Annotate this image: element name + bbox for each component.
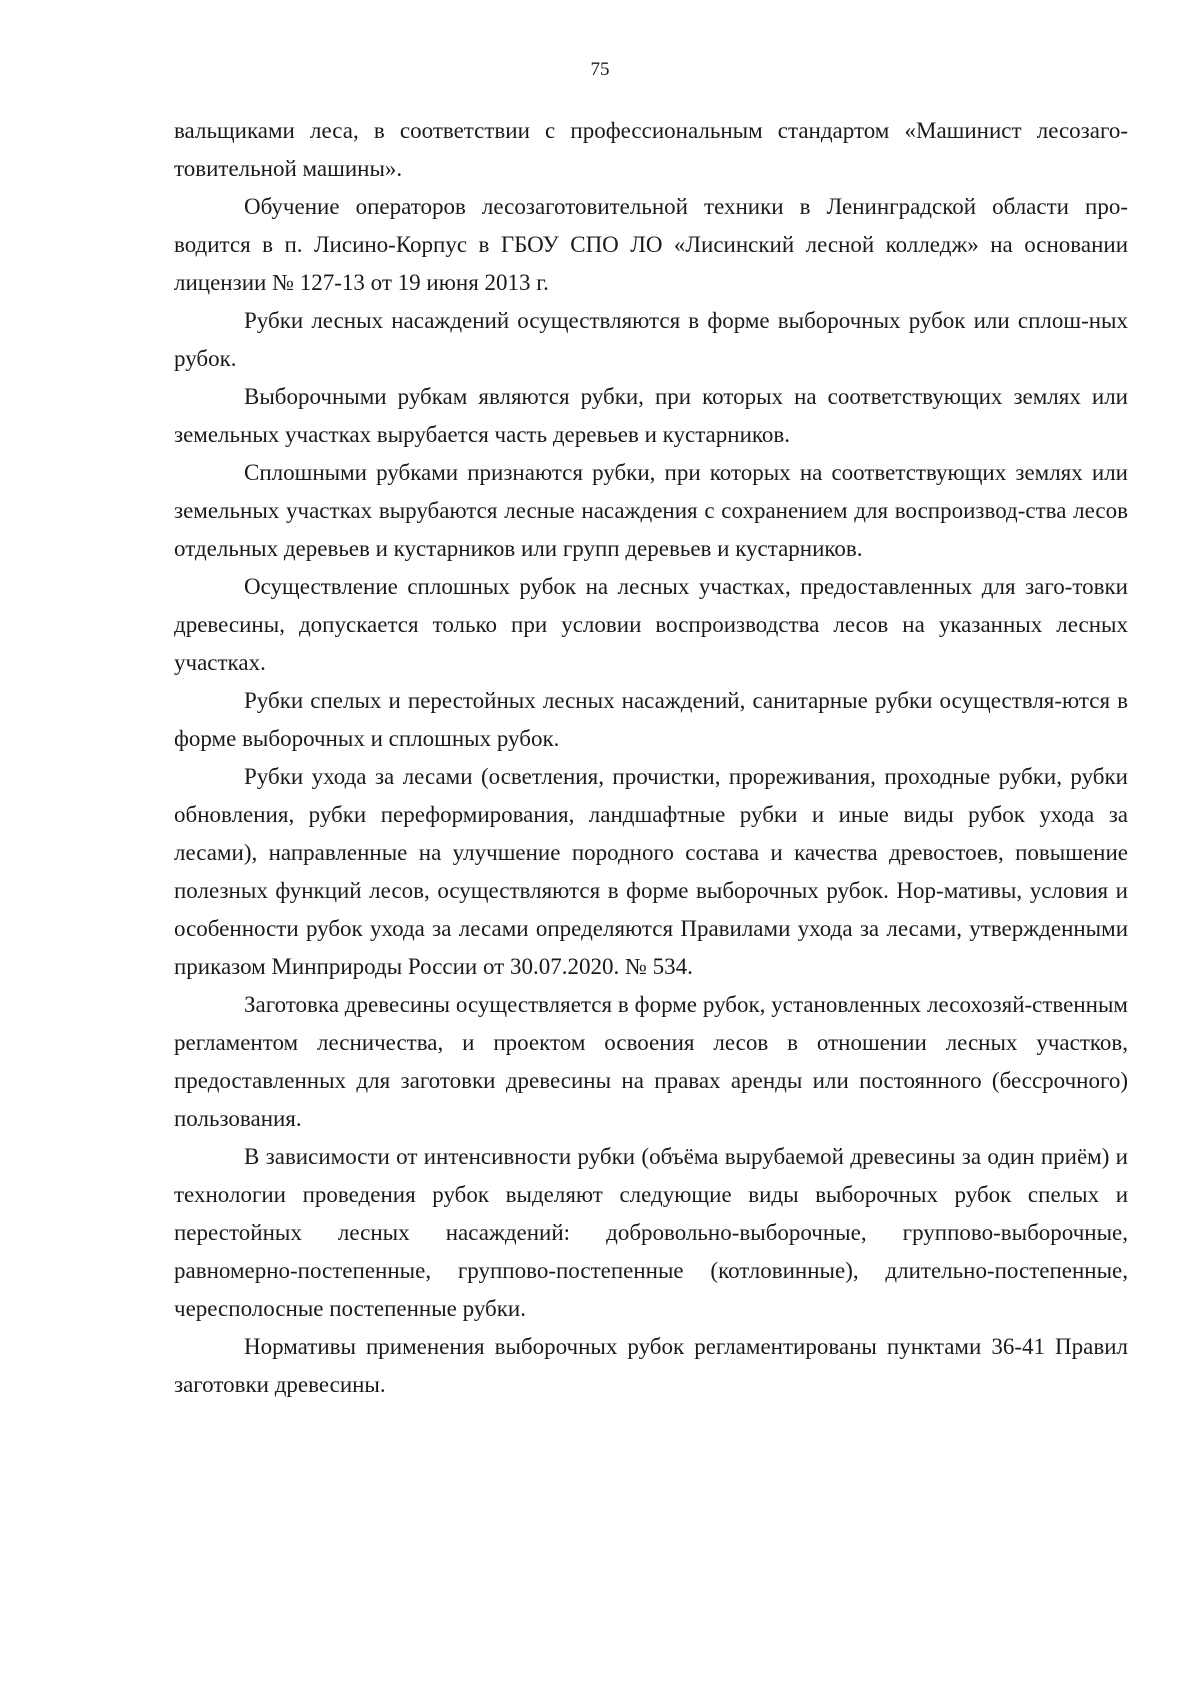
paragraph-operator-training: Обучение операторов лесозаготовительной техники в Ленинградской области про-водится в п. Лисино-Корпус в ГБОУ СПО ЛО «Лисинский лесной колледж» на основании лицензии № 127-13 от 19 июня 2013 г.: [174, 194, 1128, 295]
page-number: 75: [590, 59, 610, 80]
paragraph-clear-cutting: Сплошными рубками признаются рубки, при которых на соответствующих землях или земельных участках вырубаются лесные насаждения с сохранением для воспроизвод-ства лесов отдельных деревьев и кустарников или групп деревьев и кустарников.: [174, 460, 1128, 561]
paragraph-mature-stands: Рубки спелых и перестойных лесных насаждений, санитарные рубки осуществля-ются в форме выборочных и сплошных рубок.: [174, 688, 1128, 751]
paragraph-selective-cutting: Выборочными рубкам являются рубки, при которых на соответствующих землях или земельных участках вырубается часть деревьев и кустарников.: [174, 384, 1128, 447]
paragraph-care-cutting: Рубки ухода за лесами (осветления, прочистки, прореживания, проходные рубки, рубки обновления, рубки переформирования, ландшафтные рубки и иные виды рубок ухода за лесами), направленные на улучшение породного состава и качества древостоев, повышение полезных функций лесов, осуществляются в форме выборочных рубок. Нор-мативы, условия и особенности рубок ухода за лесами определяются Правилами ухода за лесами, утвержденными приказом Минприроды России от 30.07.2020. № 534.: [174, 764, 1128, 979]
paragraph-selective-types: В зависимости от интенсивности рубки (объёма вырубаемой древесины за один приём) и технологии проведения рубок выделяют следующие виды выборочных рубок спелых и перестойных лесных насаждений: добровольно-выборочные, группово-выборочные, равномерно-постепенные, группово-постепенные (котловинные), длительно-постепенные, чересполосные постепенные рубки.: [174, 1144, 1128, 1321]
paragraph-cutting-forms: Рубки лесных насаждений осуществляются в форме выборочных рубок или сплош-ных рубок.: [174, 308, 1128, 371]
paragraph-selective-norms: Нормативы применения выборочных рубок регламентированы пунктами 36-41 Правил заготовки древесины.: [174, 1334, 1128, 1397]
paragraph-continuation: вальщиками леса, в соответствии с профессиональным стандартом «Машинист лесозаго-товительной машины».: [174, 118, 1128, 181]
paragraph-timber-harvesting: Заготовка древесины осуществляется в форме рубок, установленных лесохозяй-ственным регламентом лесничества, и проектом освоения лесов в отношении лесных участков, предоставленных для заготовки древесины на правах аренды или постоянного (бессрочного) пользования.: [174, 992, 1128, 1131]
paragraph-clear-cutting-conditions: Осуществление сплошных рубок на лесных участках, предоставленных для заго-товки древесины, допускается только при условии воспроизводства лесов на указанных лесных участках.: [174, 574, 1128, 675]
document-body: [174, 112, 1128, 1404]
